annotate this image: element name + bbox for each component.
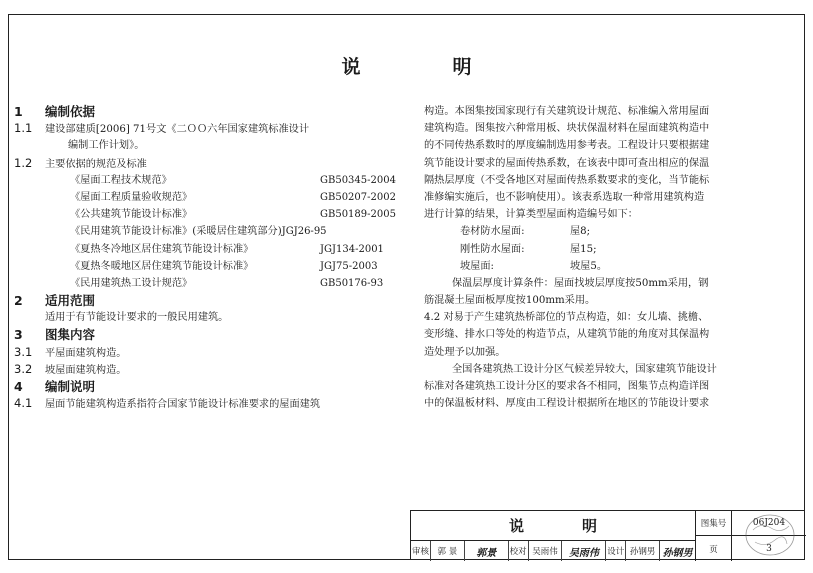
section-3-1: 3.1 平屋面建筑构造。 (14, 344, 127, 359)
page-title: 说 明 (341, 56, 472, 78)
title-block-title: 说 明 (411, 511, 696, 541)
paragraph-line: 进行计算的结果，计算类型屋面构造编号如下： (424, 209, 638, 221)
page-label: 页 (696, 536, 732, 561)
standard-item: 《民用建筑节能设计标准》(采暖居住建筑部分) JGJ26-95 (70, 226, 327, 238)
section-1-1: 1.1 建设部建质[2006] 71号文《二ＯＯ六年国家建筑标准设计 (14, 121, 310, 136)
page-number: 3 (766, 543, 772, 554)
standard-item: 《夏热冬冷地区居住建筑节能设计标准》 JGJ134-2001 (70, 243, 384, 255)
standard-item: 《公共建筑节能设计标准》 GB50189-2005 (70, 209, 396, 221)
roof-type-item: 刚性防水屋面: 屋15; (460, 243, 597, 255)
section-4-heading: 4 编制说明 (14, 379, 96, 394)
paragraph-line: 的不同传热系数时的厚度编制选用参考表。工程设计只要根据建 (424, 140, 710, 152)
section-4-1: 4.1 屋面节能建筑构造系指符合国家节能设计标准要求的屋面建筑 (14, 396, 321, 411)
left-column (14, 103, 404, 412)
section-2-text: 适用于有节能设计要求的一般民用建筑。 (45, 312, 229, 324)
design-label: 设计 (606, 541, 626, 561)
paragraph-line: 标准对各建筑热工设计分区的要求各不相同，图集节点构造详图 (424, 381, 710, 392)
paragraph-line: 筑节能设计要求的屋面传热系数，在该表中即可查出相应的保温 (424, 157, 710, 169)
roof-type-item: 坡屋面: 坡屋5。 (460, 260, 608, 272)
paragraph-line: 准修编实施后，也不影响使用）。该表系选取一种常用建筑构造 (424, 191, 705, 203)
review-label: 审核 (411, 541, 431, 561)
section-4-2: 4.2 对易于产生建筑热桥部位的节点构造，如：女儿墙、挑檐、 (424, 312, 709, 324)
atlas-number-value: 06J204 (732, 511, 806, 536)
approval-row (411, 541, 696, 561)
check-name: 吴雨伟 (529, 541, 563, 561)
check-label: 校对 (509, 541, 529, 561)
section-1-1-cont: 编制工作计划》。 (68, 140, 145, 152)
calc-condition: 保温层厚度计算条件：屋面找坡层厚度按50mm采用，钢 (452, 277, 709, 289)
atlas-number-label: 图集号 (696, 511, 732, 536)
section-4-2-cont: 造处理予以加强。 (424, 346, 506, 358)
section-3-heading: 3 图集内容 (14, 327, 96, 343)
check-signature: 吴雨伟 (562, 541, 606, 561)
paragraph-line: 建筑构造。图集按六种常用板、块状保温材料在屋面建筑构造中 (424, 123, 710, 135)
paragraph-line: 构造。本图集按国家现行有关建筑设计规范、标准编入常用屋面 (424, 106, 710, 117)
standard-item: 《夏热冬暖地区居住建筑节能设计标准》 JGJ75-2003 (70, 260, 378, 272)
section-4-2-cont: 变形缝、排水口等处的构造节点，从建筑节能的角度对其保温构 (424, 329, 710, 341)
paragraph-line: 隔热层厚度（不受各地区对屋面传热系数要求的变化，当节能标 (424, 174, 710, 186)
standard-item: 《屋面工程技术规范》 GB50345-2004 (70, 174, 396, 186)
section-1-heading: 1 编制依据 (14, 104, 96, 119)
calc-condition-cont: 筋混凝土屋面板厚度按100mm采用。 (424, 295, 596, 307)
paragraph-line: 全国各建筑热工设计分区气候差异较大，国家建筑节能设计 (452, 363, 717, 375)
paragraph-line: 中的保温板材料、厚度由工程设计根据所在地区的节能设计要求 (424, 398, 710, 410)
right-column (424, 103, 784, 412)
review-signature: 郭景 (465, 541, 509, 561)
section-1-2: 1.2 主要依据的规范及标准 (14, 155, 147, 170)
roof-type-item: 卷材防水屋面: 屋8; (460, 226, 591, 238)
review-name: 郭 景 (431, 541, 465, 561)
title-block (410, 510, 805, 560)
standard-item: 《屋面工程质量验收规范》 GB50207-2002 (70, 191, 396, 203)
section-2-heading: 2 适用范围 (14, 293, 96, 309)
design-signature: 孙钢男 (662, 547, 693, 559)
standard-item: 《民用建筑热工设计规范》 GB50176-93 (70, 277, 384, 289)
design-name: 孙钢男 (626, 541, 660, 561)
section-3-2: 3.2 坡屋面建筑构造。 (14, 361, 127, 376)
